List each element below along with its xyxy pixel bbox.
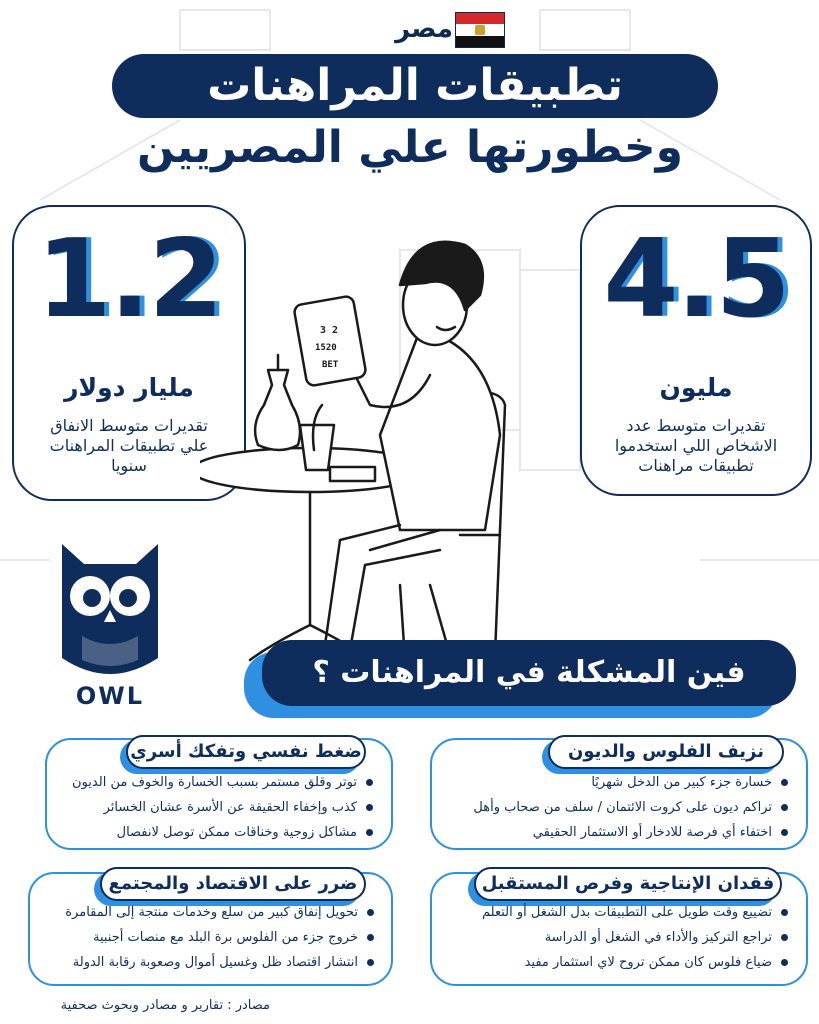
list-item: تراكم ديون على كروت الائتمان / سلف من صحاب وأهل (440, 795, 792, 820)
stat-unit-users: مليون (659, 373, 733, 402)
title-line-1: تطبيقات المراهنات (112, 54, 718, 118)
owl-logo-text: OWL (75, 682, 145, 710)
question-banner: فين المشكلة في المراهنات ؟ (262, 640, 796, 706)
list-item: اختفاء أي فرصة للادخار أو الاستثمار الحقيقي (440, 820, 792, 845)
problem-title-psychological: ضغط نفسي وتفكك أسري (126, 735, 366, 769)
phone-bet-button: BET (322, 360, 339, 370)
owl-logo-icon (58, 540, 162, 690)
problem-list-money (440, 770, 792, 845)
stat-number-spending: 1.2 (36, 217, 222, 342)
list-item: خروج جزء من الفلوس برة البلد مع منصات أجنبية (36, 925, 378, 950)
man-at-table-illustration (200, 205, 590, 665)
problem-list-economy (36, 900, 378, 975)
problem-title-money: نزيف الفلوس والديون (548, 735, 784, 769)
egypt-flag-icon (455, 12, 505, 48)
problem-title-productivity: فقدان الإنتاجية وفرص المستقبل (474, 867, 782, 901)
list-item: تحويل إنفاق كبير من سلع وخدمات منتجة إلى المقامرة (36, 900, 378, 925)
list-item: توتر وقلق مستمر بسبب الخسارة والخوف من الديون (55, 770, 377, 795)
country-label: مصر (395, 14, 453, 44)
list-item: تضييع وقت طويل على التطبيقات بدل الشغل أو التعلم (440, 900, 792, 925)
title-line-2: وخطورتها علي المصريين (136, 122, 683, 173)
list-item: خسارة جزء كبير من الدخل شهريًا (440, 770, 792, 795)
stat-number-users: 4.5 (603, 217, 789, 342)
problem-list-productivity (440, 900, 792, 975)
stat-desc-spending: تقديرات متوسط الانفاق علي تطبيقات المراهنات سنويا (49, 416, 209, 475)
stat-card-users (580, 205, 812, 496)
problem-title-economy: ضرر على الاقتصاد والمجتمع (100, 867, 366, 901)
list-item: مشاكل زوجية وخناقات ممكن توصل لانفصال (55, 820, 377, 845)
phone-odds: 1520 (315, 343, 337, 353)
list-item: تراجع التركيز والأداء في الشغل أو الدراسة (440, 925, 792, 950)
list-item: كذب وإخفاء الحقيقة عن الأسرة عشان الخسائر (55, 795, 377, 820)
list-item: ضياع فلوس كان ممكن تروح لاي استثمار مفيد (440, 950, 792, 975)
stat-desc-users: تقديرات متوسط عدد الاشخاص اللي استخدموا تطبيقات مراهنات (614, 416, 778, 475)
stat-unit-spending: مليار دولار (64, 373, 194, 402)
phone-score: 3 2 (320, 325, 339, 336)
problem-list-psychological (55, 770, 377, 845)
list-item: انتشار اقتصاد ظل وغسيل أموال وصعوبة رقابة الدولة (36, 950, 378, 975)
sources-note: مصادر : تقارير و مصادر وبحوث صحفية (60, 998, 270, 1013)
